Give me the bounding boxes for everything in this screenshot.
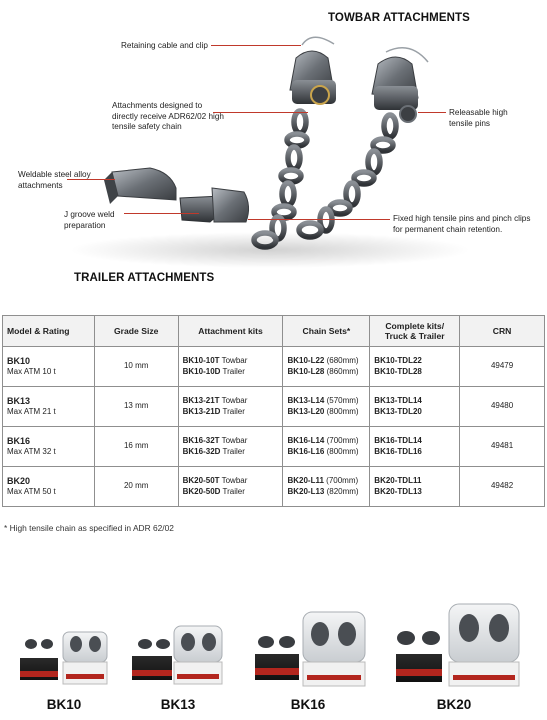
kit-bk13-image <box>132 626 222 684</box>
footnote: * High tensile chain as specified in ADR 62/02 <box>4 523 174 533</box>
kit-label-bk13: BK13 <box>160 697 196 712</box>
col-chain-sets: Chain Sets* <box>283 316 370 347</box>
spec-table <box>2 315 545 507</box>
kit-label-bk20: BK20 <box>436 697 472 712</box>
model-rating: Max ATM 10 t <box>7 367 56 376</box>
grade-size: 20 mm <box>94 467 178 507</box>
chain-sets: BK10-L22 (680mm) BK10-L28 (860mm) <box>283 347 370 387</box>
col-complete-kits: Complete kits/ Truck & Trailer <box>370 316 460 347</box>
callout-releasable-pins: Releasable high tensile pins <box>449 108 508 128</box>
towbar-clevis-right <box>372 48 428 122</box>
crn-value: 49482 <box>460 467 545 507</box>
complete-kits: BK10-TDL22 BK10-TDL28 <box>370 347 460 387</box>
table-header-row <box>3 316 545 347</box>
chain-assembly-illustration <box>0 0 547 290</box>
kit-bk10-image <box>20 632 107 684</box>
towbar-heading: TOWBAR ATTACHMENTS <box>328 12 470 24</box>
callout-attachments: Attachments designed to directly receive ADR62/02 high tensile safety chain <box>112 101 224 131</box>
col-attachment-kits: Attachment kits <box>178 316 283 347</box>
kit-products-illustration <box>0 592 547 692</box>
table-row <box>3 387 545 427</box>
chain-sets: BK20-L11 (700mm) BK20-L13 (820mm) <box>283 467 370 507</box>
table-row <box>3 427 545 467</box>
attachment-kits: BK13-21T Towbar BK13-21D Trailer <box>178 387 283 427</box>
attachment-kits: BK16-32T Towbar BK16-32D Trailer <box>178 427 283 467</box>
chain-sets: BK16-L14 (700mm) BK16-L16 (800mm) <box>283 427 370 467</box>
complete-kits: BK16-TDL14 BK16-TDL16 <box>370 427 460 467</box>
kit-bk16-image <box>255 612 365 686</box>
callout-retaining-cable: Retaining cable and clip <box>121 41 208 50</box>
attachment-kits: BK20-50T Towbar BK20-50D Trailer <box>178 467 283 507</box>
table-row <box>3 347 545 387</box>
callout-fixed-pins: Fixed high tensile pins and pinch clips for permanent chain retention. <box>393 214 531 234</box>
callout-weldable: Weldable steel alloy attachments <box>18 170 91 190</box>
trailer-heading: TRAILER ATTACHMENTS <box>74 272 215 284</box>
kit-bk20-image <box>396 604 519 686</box>
model-code: BK10 <box>7 355 31 366</box>
chain-sets: BK13-L14 (570mm) BK13-L20 (800mm) <box>283 387 370 427</box>
callout-j-groove: J groove weld preparation <box>64 210 115 230</box>
col-grade: Grade Size <box>94 316 178 347</box>
crn-value: 49479 <box>460 347 545 387</box>
col-model: Model & Rating <box>3 316 95 347</box>
attachment-kits: BK10-10T Towbar BK10-10D Trailer <box>178 347 283 387</box>
table-row <box>3 467 545 507</box>
complete-kits: BK20-TDL11 BK20-TDL13 <box>370 467 460 507</box>
model-rating: Max ATM 32 t <box>7 447 56 456</box>
grade-size: 10 mm <box>94 347 178 387</box>
kit-label-bk10: BK10 <box>46 697 82 712</box>
crn-value: 49480 <box>460 387 545 427</box>
model-rating: Max ATM 21 t <box>7 407 56 416</box>
towbar-clevis-left <box>290 37 336 104</box>
trailer-attachment-mid <box>180 188 249 222</box>
kit-label-bk16: BK16 <box>290 697 326 712</box>
grade-size: 13 mm <box>94 387 178 427</box>
model-code: BK16 <box>7 435 31 446</box>
col-crn: CRN <box>460 316 545 347</box>
complete-kits: BK13-TDL14 BK13-TDL20 <box>370 387 460 427</box>
model-rating: Max ATM 50 t <box>7 487 56 496</box>
model-code: BK13 <box>7 395 31 406</box>
crn-value: 49481 <box>460 427 545 467</box>
grade-size: 16 mm <box>94 427 178 467</box>
trailer-attachment-left <box>104 168 176 204</box>
model-code: BK20 <box>7 475 31 486</box>
